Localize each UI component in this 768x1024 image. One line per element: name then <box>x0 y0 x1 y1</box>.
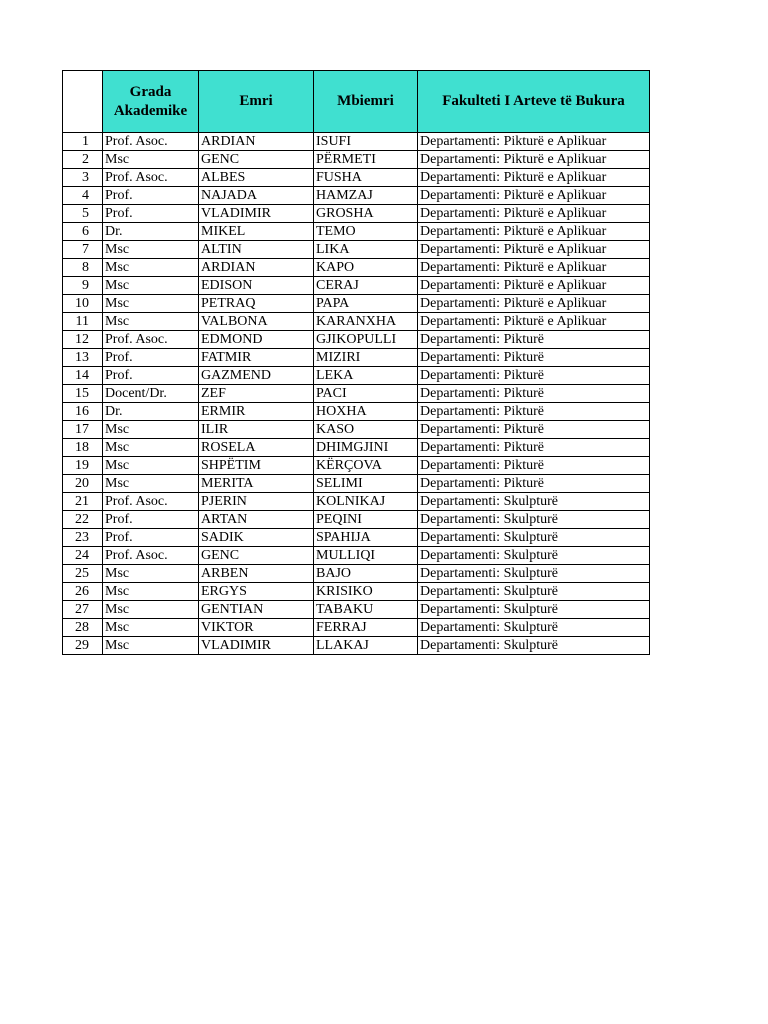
cell-department: Departamenti: Pikturë <box>418 421 650 439</box>
cell-first-name: SADIK <box>199 529 314 547</box>
cell-number: 10 <box>63 295 103 313</box>
cell-number: 1 <box>63 133 103 151</box>
cell-number: 4 <box>63 187 103 205</box>
cell-department: Departamenti: Skulpturë <box>418 529 650 547</box>
cell-academic-grade: Prof. Asoc. <box>103 493 199 511</box>
cell-first-name: MIKEL <box>199 223 314 241</box>
cell-department: Departamenti: Pikturë e Aplikuar <box>418 277 650 295</box>
cell-last-name: SELIMI <box>314 475 418 493</box>
cell-academic-grade: Dr. <box>103 403 199 421</box>
cell-academic-grade: Prof. <box>103 529 199 547</box>
table-row <box>63 331 650 349</box>
table-row <box>63 421 650 439</box>
cell-department: Departamenti: Skulpturë <box>418 601 650 619</box>
cell-department: Departamenti: Pikturë e Aplikuar <box>418 187 650 205</box>
header-number <box>63 71 103 133</box>
cell-first-name: VALBONA <box>199 313 314 331</box>
table-row <box>63 367 650 385</box>
cell-last-name: MIZIRI <box>314 349 418 367</box>
cell-department: Departamenti: Pikturë <box>418 439 650 457</box>
cell-last-name: CERAJ <box>314 277 418 295</box>
header-first-name: Emri <box>199 71 314 133</box>
cell-first-name: ARTAN <box>199 511 314 529</box>
table-row <box>63 457 650 475</box>
cell-number: 21 <box>63 493 103 511</box>
cell-number: 6 <box>63 223 103 241</box>
cell-academic-grade: Msc <box>103 439 199 457</box>
table-row <box>63 601 650 619</box>
cell-last-name: KOLNIKAJ <box>314 493 418 511</box>
table-row <box>63 439 650 457</box>
table-row <box>63 385 650 403</box>
cell-last-name: MULLIQI <box>314 547 418 565</box>
cell-last-name: PACI <box>314 385 418 403</box>
cell-number: 20 <box>63 475 103 493</box>
cell-department: Departamenti: Pikturë <box>418 475 650 493</box>
cell-last-name: LIKA <box>314 241 418 259</box>
cell-academic-grade: Msc <box>103 475 199 493</box>
cell-department: Departamenti: Pikturë <box>418 349 650 367</box>
cell-number: 25 <box>63 565 103 583</box>
cell-first-name: FATMIR <box>199 349 314 367</box>
cell-department: Departamenti: Pikturë <box>418 385 650 403</box>
cell-academic-grade: Prof. <box>103 349 199 367</box>
cell-number: 16 <box>63 403 103 421</box>
cell-number: 5 <box>63 205 103 223</box>
cell-number: 7 <box>63 241 103 259</box>
cell-department: Departamenti: Pikturë <box>418 403 650 421</box>
cell-department: Departamenti: Pikturë e Aplikuar <box>418 223 650 241</box>
cell-academic-grade: Msc <box>103 457 199 475</box>
cell-first-name: ARDIAN <box>199 133 314 151</box>
cell-last-name: FUSHA <box>314 169 418 187</box>
staff-table-container <box>62 70 650 655</box>
staff-table <box>62 70 650 655</box>
cell-number: 24 <box>63 547 103 565</box>
table-row <box>63 637 650 655</box>
cell-department: Departamenti: Skulpturë <box>418 493 650 511</box>
cell-number: 2 <box>63 151 103 169</box>
table-row <box>63 583 650 601</box>
cell-department: Departamenti: Skulpturë <box>418 547 650 565</box>
cell-number: 19 <box>63 457 103 475</box>
table-body <box>63 133 650 655</box>
cell-number: 29 <box>63 637 103 655</box>
cell-department: Departamenti: Pikturë e Aplikuar <box>418 133 650 151</box>
cell-department: Departamenti: Pikturë e Aplikuar <box>418 313 650 331</box>
cell-academic-grade: Msc <box>103 241 199 259</box>
cell-academic-grade: Msc <box>103 259 199 277</box>
cell-academic-grade: Prof. <box>103 187 199 205</box>
table-row <box>63 619 650 637</box>
table-row <box>63 205 650 223</box>
cell-academic-grade: Msc <box>103 619 199 637</box>
cell-number: 22 <box>63 511 103 529</box>
cell-last-name: PËRMETI <box>314 151 418 169</box>
cell-first-name: ARDIAN <box>199 259 314 277</box>
cell-last-name: LLAKAJ <box>314 637 418 655</box>
cell-first-name: VLADIMIR <box>199 205 314 223</box>
table-row <box>63 133 650 151</box>
cell-academic-grade: Msc <box>103 421 199 439</box>
cell-number: 13 <box>63 349 103 367</box>
cell-last-name: ISUFI <box>314 133 418 151</box>
cell-first-name: PETRAQ <box>199 295 314 313</box>
table-row <box>63 223 650 241</box>
cell-first-name: MERITA <box>199 475 314 493</box>
table-row <box>63 169 650 187</box>
cell-last-name: KRISIKO <box>314 583 418 601</box>
cell-last-name: KASO <box>314 421 418 439</box>
cell-last-name: HAMZAJ <box>314 187 418 205</box>
cell-last-name: GROSHA <box>314 205 418 223</box>
cell-department: Departamenti: Pikturë e Aplikuar <box>418 169 650 187</box>
cell-department: Departamenti: Skulpturë <box>418 619 650 637</box>
cell-last-name: SPAHIJA <box>314 529 418 547</box>
table-row <box>63 277 650 295</box>
cell-first-name: GENC <box>199 547 314 565</box>
cell-last-name: GJIKOPULLI <box>314 331 418 349</box>
cell-last-name: KAPO <box>314 259 418 277</box>
table-row <box>63 547 650 565</box>
cell-department: Departamenti: Pikturë e Aplikuar <box>418 151 650 169</box>
cell-last-name: HOXHA <box>314 403 418 421</box>
cell-academic-grade: Msc <box>103 151 199 169</box>
cell-first-name: GENTIAN <box>199 601 314 619</box>
cell-first-name: ROSELA <box>199 439 314 457</box>
table-row <box>63 313 650 331</box>
cell-number: 18 <box>63 439 103 457</box>
table-row <box>63 187 650 205</box>
cell-department: Departamenti: Skulpturë <box>418 565 650 583</box>
cell-first-name: VLADIMIR <box>199 637 314 655</box>
cell-last-name: DHIMGJINI <box>314 439 418 457</box>
cell-first-name: ZEF <box>199 385 314 403</box>
cell-number: 23 <box>63 529 103 547</box>
cell-first-name: ERGYS <box>199 583 314 601</box>
cell-first-name: ERMIR <box>199 403 314 421</box>
cell-department: Departamenti: Skulpturë <box>418 583 650 601</box>
cell-department: Departamenti: Pikturë e Aplikuar <box>418 259 650 277</box>
table-row <box>63 151 650 169</box>
cell-number: 9 <box>63 277 103 295</box>
cell-academic-grade: Prof. <box>103 511 199 529</box>
cell-department: Departamenti: Pikturë <box>418 331 650 349</box>
cell-academic-grade: Prof. Asoc. <box>103 133 199 151</box>
cell-academic-grade: Prof. <box>103 205 199 223</box>
table-header-row <box>63 71 650 133</box>
cell-academic-grade: Msc <box>103 601 199 619</box>
cell-department: Departamenti: Pikturë e Aplikuar <box>418 295 650 313</box>
table-row <box>63 529 650 547</box>
cell-last-name: LEKA <box>314 367 418 385</box>
cell-first-name: ALBES <box>199 169 314 187</box>
cell-number: 14 <box>63 367 103 385</box>
cell-number: 8 <box>63 259 103 277</box>
cell-first-name: EDMOND <box>199 331 314 349</box>
table-row <box>63 511 650 529</box>
cell-first-name: PJERIN <box>199 493 314 511</box>
cell-last-name: PAPA <box>314 295 418 313</box>
table-row <box>63 295 650 313</box>
cell-first-name: ARBEN <box>199 565 314 583</box>
cell-number: 12 <box>63 331 103 349</box>
cell-last-name: TEMO <box>314 223 418 241</box>
cell-academic-grade: Msc <box>103 313 199 331</box>
cell-number: 26 <box>63 583 103 601</box>
cell-last-name: TABAKU <box>314 601 418 619</box>
cell-last-name: FERRAJ <box>314 619 418 637</box>
table-row <box>63 241 650 259</box>
cell-academic-grade: Prof. <box>103 367 199 385</box>
cell-department: Departamenti: Skulpturë <box>418 511 650 529</box>
header-academic-grade: Grada Akademike <box>103 71 199 133</box>
cell-first-name: GENC <box>199 151 314 169</box>
header-last-name: Mbiemri <box>314 71 418 133</box>
table-row <box>63 349 650 367</box>
cell-last-name: PEQINI <box>314 511 418 529</box>
cell-number: 3 <box>63 169 103 187</box>
cell-number: 17 <box>63 421 103 439</box>
table-row <box>63 493 650 511</box>
cell-number: 11 <box>63 313 103 331</box>
cell-number: 27 <box>63 601 103 619</box>
cell-first-name: NAJADA <box>199 187 314 205</box>
cell-academic-grade: Msc <box>103 637 199 655</box>
cell-last-name: KARANXHA <box>314 313 418 331</box>
cell-department: Departamenti: Skulpturë <box>418 637 650 655</box>
cell-department: Departamenti: Pikturë <box>418 457 650 475</box>
cell-academic-grade: Docent/Dr. <box>103 385 199 403</box>
cell-last-name: BAJO <box>314 565 418 583</box>
cell-academic-grade: Prof. Asoc. <box>103 547 199 565</box>
cell-number: 28 <box>63 619 103 637</box>
header-faculty-department: Fakulteti I Arteve të Bukura <box>418 71 650 133</box>
cell-academic-grade: Msc <box>103 565 199 583</box>
cell-first-name: GAZMEND <box>199 367 314 385</box>
cell-academic-grade: Dr. <box>103 223 199 241</box>
cell-number: 15 <box>63 385 103 403</box>
table-row <box>63 475 650 493</box>
cell-first-name: ALTIN <box>199 241 314 259</box>
table-row <box>63 259 650 277</box>
cell-first-name: SHPËTIM <box>199 457 314 475</box>
cell-academic-grade: Prof. Asoc. <box>103 331 199 349</box>
cell-academic-grade: Msc <box>103 295 199 313</box>
cell-first-name: ILIR <box>199 421 314 439</box>
table-row <box>63 565 650 583</box>
cell-academic-grade: Prof. Asoc. <box>103 169 199 187</box>
cell-academic-grade: Msc <box>103 277 199 295</box>
cell-department: Departamenti: Pikturë e Aplikuar <box>418 241 650 259</box>
cell-academic-grade: Msc <box>103 583 199 601</box>
cell-first-name: VIKTOR <box>199 619 314 637</box>
table-row <box>63 403 650 421</box>
cell-department: Departamenti: Pikturë <box>418 367 650 385</box>
cell-last-name: KËRÇOVA <box>314 457 418 475</box>
cell-first-name: EDISON <box>199 277 314 295</box>
cell-department: Departamenti: Pikturë e Aplikuar <box>418 205 650 223</box>
